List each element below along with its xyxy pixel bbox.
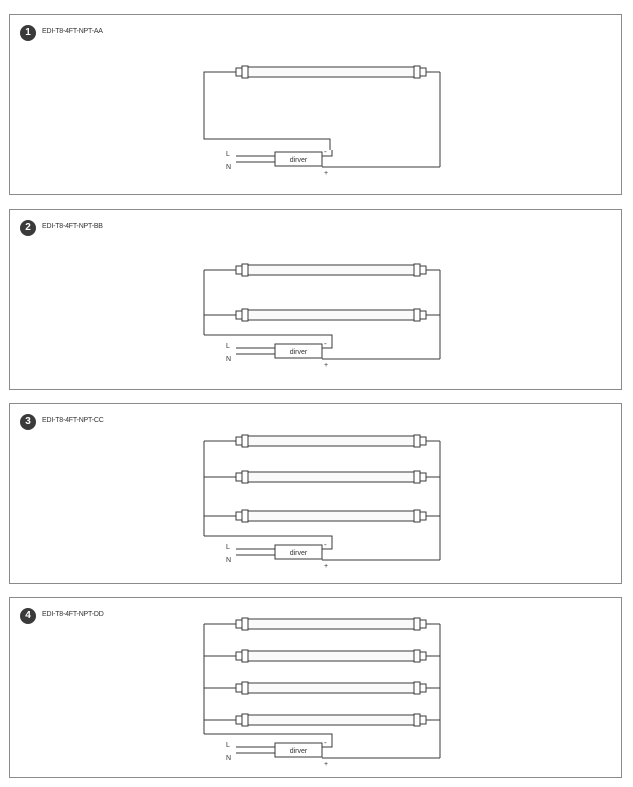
diagram-panel-4: [9, 597, 622, 778]
negative-wire: [204, 734, 332, 741]
tube-end-cap-left-inner: [242, 682, 248, 694]
negative-wire: [204, 536, 332, 543]
tube-end-cap-left-inner: [242, 66, 248, 78]
diagram-panel-1: [9, 14, 622, 195]
negative-wire: [204, 72, 330, 150]
plus-label: +: [324, 170, 329, 177]
model-name: EDI-T8-4FT-NPT-DD: [42, 611, 104, 618]
tube-end-cap-right-inner: [414, 471, 420, 483]
led-tube: [248, 683, 414, 693]
line-label: L: [226, 742, 230, 749]
negative-wire: [204, 335, 332, 342]
led-tube: [248, 436, 414, 446]
minus-label: -: [324, 738, 327, 747]
tube-end-cap-left: [236, 266, 242, 274]
minus-label: -: [324, 147, 327, 156]
tube-end-cap-right: [420, 512, 426, 520]
diagram-panel-3: [9, 403, 622, 584]
led-tube: [248, 472, 414, 482]
tube-end-cap-right: [420, 473, 426, 481]
wiring-diagram: [10, 598, 623, 779]
tube-end-cap-left-inner: [242, 471, 248, 483]
tube-end-cap-right: [420, 620, 426, 628]
tube-end-cap-left: [236, 684, 242, 692]
tube-end-cap-left-inner: [242, 714, 248, 726]
tube-end-cap-left: [236, 311, 242, 319]
tube-end-cap-left: [236, 68, 242, 76]
tube-end-cap-right: [420, 437, 426, 445]
driver-label: dirver: [289, 550, 308, 557]
tube-end-cap-right: [420, 716, 426, 724]
plus-label: +: [324, 362, 329, 369]
line-label: L: [226, 343, 230, 350]
tube-end-cap-right-inner: [414, 66, 420, 78]
tube-end-cap-right: [420, 311, 426, 319]
neutral-label: N: [226, 557, 232, 564]
tube-end-cap-left: [236, 716, 242, 724]
tube-end-cap-right-inner: [414, 618, 420, 630]
driver-label: dirver: [289, 157, 308, 164]
minus-label: -: [324, 540, 327, 549]
tube-end-cap-right: [420, 68, 426, 76]
step-number-badge: 3: [20, 414, 36, 430]
tube-end-cap-left-inner: [242, 435, 248, 447]
tube-end-cap-left-inner: [242, 618, 248, 630]
tube-end-cap-right: [420, 684, 426, 692]
tube-end-cap-left: [236, 620, 242, 628]
neutral-label: N: [226, 356, 232, 363]
led-tube: [248, 619, 414, 629]
tube-end-cap-right-inner: [414, 435, 420, 447]
tube-end-cap-right: [420, 652, 426, 660]
tube-end-cap-left-inner: [242, 510, 248, 522]
tube-end-cap-right-inner: [414, 650, 420, 662]
model-name: EDI-T8-4FT-NPT-BB: [42, 223, 103, 230]
tube-end-cap-left: [236, 473, 242, 481]
tube-end-cap-right-inner: [414, 510, 420, 522]
plus-label: +: [324, 563, 329, 570]
step-number-badge: 2: [20, 220, 36, 236]
tube-end-cap-left-inner: [242, 650, 248, 662]
led-tube: [248, 651, 414, 661]
led-tube: [248, 310, 414, 320]
line-label: L: [226, 544, 230, 551]
wiring-diagram: [10, 404, 623, 585]
tube-end-cap-right: [420, 266, 426, 274]
driver-label: dirver: [289, 748, 308, 755]
model-name: EDI-T8-4FT-NPT-CC: [42, 417, 104, 424]
tube-end-cap-left: [236, 437, 242, 445]
tube-end-cap-right-inner: [414, 682, 420, 694]
led-tube: [248, 715, 414, 725]
wiring-diagram: [10, 15, 623, 196]
tube-end-cap-left-inner: [242, 309, 248, 321]
tube-end-cap-right-inner: [414, 309, 420, 321]
tube-end-cap-left-inner: [242, 264, 248, 276]
driver-label: dirver: [289, 349, 308, 356]
model-name: EDI-T8-4FT-NPT-AA: [42, 28, 103, 35]
led-tube: [248, 265, 414, 275]
tube-end-cap-left: [236, 512, 242, 520]
tube-end-cap-right-inner: [414, 264, 420, 276]
line-label: L: [226, 151, 230, 158]
plus-label: +: [324, 761, 329, 768]
diagram-panel-2: [9, 209, 622, 390]
wiring-diagram: [10, 210, 623, 391]
neutral-label: N: [226, 164, 232, 171]
neutral-label: N: [226, 755, 232, 762]
tube-end-cap-right-inner: [414, 714, 420, 726]
led-tube: [248, 511, 414, 521]
tube-end-cap-left: [236, 652, 242, 660]
step-number-badge: 4: [20, 608, 36, 624]
led-tube: [248, 67, 414, 77]
step-number-badge: 1: [20, 25, 36, 41]
minus-label: -: [324, 339, 327, 348]
